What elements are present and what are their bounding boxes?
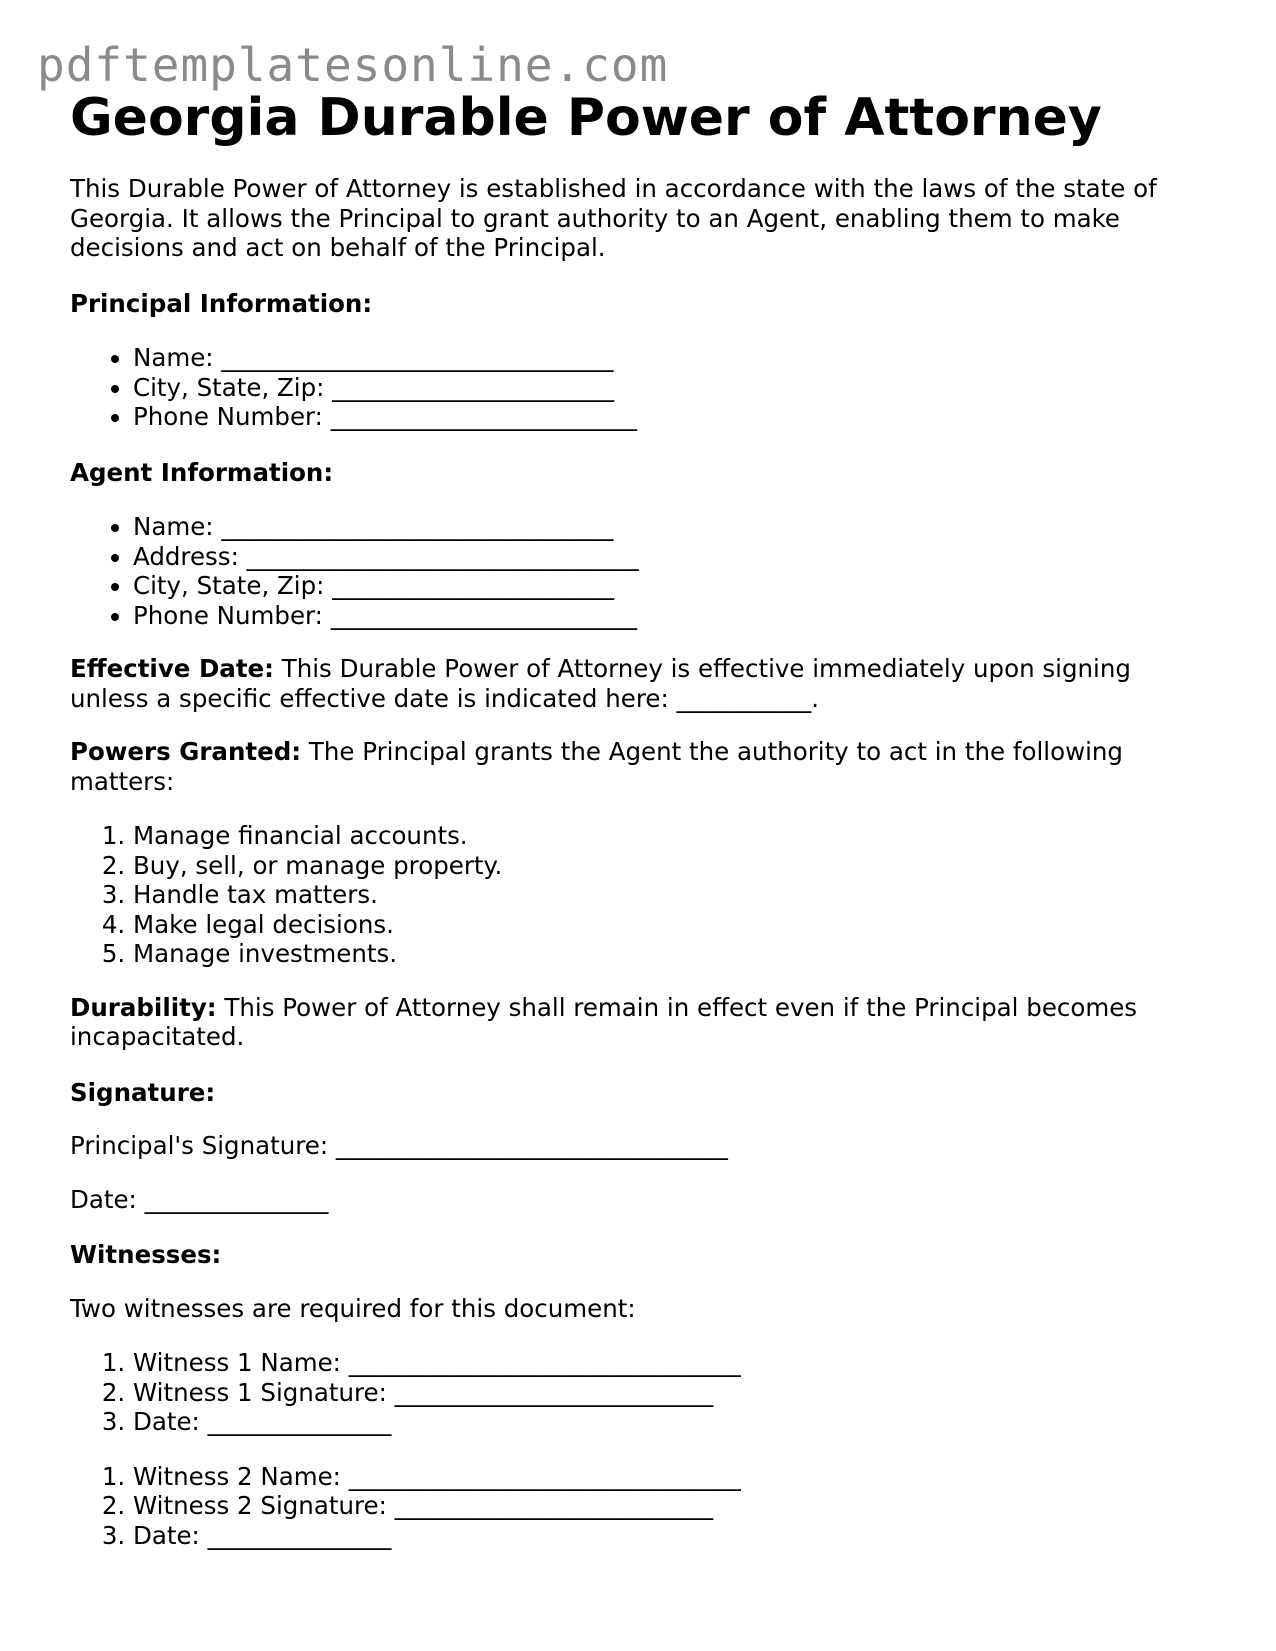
list-item: 4. Make legal decisions. (133, 910, 1200, 940)
witness-2-list (70, 1462, 1200, 1551)
principal-name-field: • Name: ________________________________ (133, 343, 1200, 373)
agent-heading: Agent Information: (70, 457, 334, 487)
fill-blank[interactable]: ________________________________ (221, 343, 614, 372)
document-title: Georgia Durable Power of Attorney (70, 88, 1102, 148)
witness-1-signature-line[interactable]: 2. Witness 1 Signature: __________________________ (133, 1378, 1200, 1408)
powers-paragraph: Powers Granted: The Principal grants the Agent the authority to act in the following matters: (70, 737, 1123, 796)
witnesses-intro: Two witnesses are required for this document: (70, 1293, 636, 1323)
agent-fields (70, 512, 1200, 630)
witness-2-date-line[interactable]: 3. Date: _______________ (133, 1521, 1200, 1551)
effective-date-label: Effective Date: (70, 654, 274, 683)
fill-blank[interactable]: ________________________________ (221, 512, 614, 541)
agent-name-field: • Name: ________________________________ (133, 512, 1200, 542)
durability-paragraph: Durability: This Power of Attorney shall remain in effect even if the Principal becomes incapacitated. (70, 992, 1138, 1051)
fill-blank[interactable]: _______________________ (332, 372, 614, 402)
witness-2-name-line[interactable]: 1. Witness 2 Name: ________________________________ (133, 1462, 1200, 1492)
witness-2-signature-line[interactable]: 2. Witness 2 Signature: __________________________ (133, 1491, 1200, 1521)
principal-fields (70, 343, 1200, 432)
agent-address-field: • Address: ________________________________ (133, 542, 1200, 572)
signature-heading: Signature: (70, 1077, 216, 1107)
witnesses-heading: Witnesses: (70, 1240, 222, 1269)
principal-city-field: • City, State, Zip: _______________________ (133, 373, 1200, 403)
list-item: 1. Manage financial accounts. (133, 821, 1200, 851)
principal-heading: Principal Information: (70, 288, 373, 318)
intro-paragraph: This Durable Power of Attorney is established in accordance with the laws of the state of Georgia. It allows the Principal to grant authority to an Agent, enabling them to make decisions and act on behalf of the Principal. (70, 174, 1157, 262)
agent-phone-field: • Phone Number: _________________________ (133, 601, 1200, 631)
fill-blank[interactable]: _______________________ (332, 571, 614, 600)
witness-1-date-line[interactable]: 3. Date: _______________ (133, 1407, 1200, 1437)
principal-phone-field: • Phone Number: _________________________ (133, 402, 1200, 432)
witness-1-list (70, 1348, 1200, 1437)
list-item: 5. Manage investments. (133, 939, 1200, 969)
list-item: 3. Handle tax matters. (133, 880, 1200, 910)
watermark: pdftemplatesonline.com (37, 38, 669, 92)
agent-city-field: • City, State, Zip: _______________________ (133, 571, 1200, 601)
effective-date-paragraph: Effective Date: This Durable Power of Attorney is effective immediately upon signing unless a specific effective date is indicated here: ___________. (70, 654, 1131, 713)
list-item: 2. Buy, sell, or manage property. (133, 851, 1200, 881)
fill-blank[interactable]: _________________________ (330, 402, 637, 431)
principal-signature-line[interactable]: Principal's Signature: ________________________________ (70, 1131, 728, 1160)
signature-date-line[interactable]: Date: _______________ (70, 1184, 329, 1214)
document (70, 86, 1200, 1550)
fill-blank[interactable]: ________________________________ (246, 541, 639, 571)
powers-list (70, 821, 1200, 969)
durability-label: Durability: (70, 992, 217, 1022)
powers-label: Powers Granted: (70, 737, 302, 766)
fill-blank[interactable]: _________________________ (330, 600, 637, 630)
witness-1-name-line[interactable]: 1. Witness 1 Name: ________________________________ (133, 1348, 1200, 1378)
